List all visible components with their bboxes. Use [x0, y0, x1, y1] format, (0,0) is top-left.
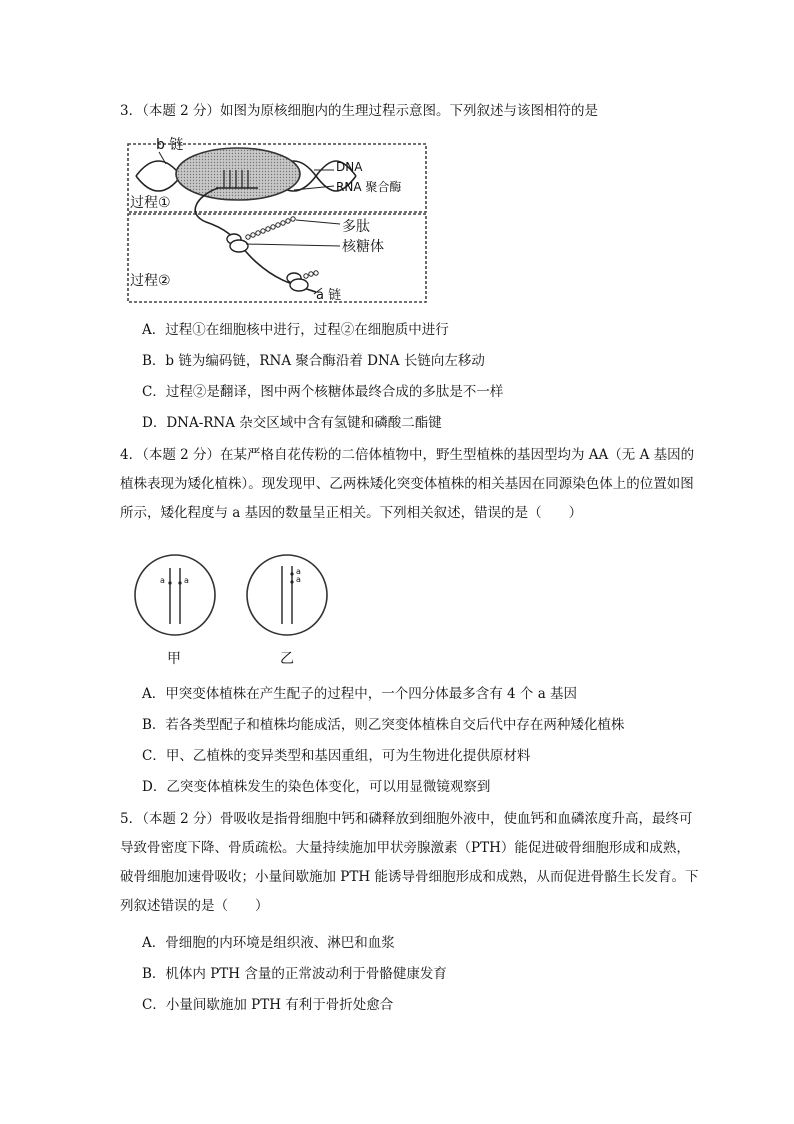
question-5-option-b: B．机体内 PTH 含量的正常波动利于骨骼健康发育 [142, 966, 447, 982]
chromosome-diagram [130, 550, 340, 640]
label-rna-polymerase: RNA 聚合酶 [336, 180, 402, 194]
question-3-option-a: A．过程①在细胞核中进行，过程②在细胞质中进行 [142, 322, 449, 338]
label-ribosome: 核糖体 [342, 239, 384, 255]
label-a-chain: a 链 [316, 288, 342, 303]
question-4-option-c: C．甲、乙植株的变异类型和基因重组，可为生物进化提供原材料 [142, 748, 531, 764]
question-5-option-a: A．骨细胞的内环境是组织液、淋巴和血浆 [142, 935, 395, 951]
label-jia: 甲 [167, 651, 181, 667]
label-peptide: 多肽 [342, 219, 370, 235]
question-3-option-c: C．过程②是翻译，图中两个核糖体最终合成的多肽是不一样 [142, 384, 504, 400]
question-4-stem: 4．（本题 2 分）在某严格自花传粉的二倍体植物中，野生型植株的基因型均为 AA（无 A 基因的植株表现为矮化植株）。现发现甲、乙两株矮化突变体植株的相关基因在同源染色体上的位置如图所示，矮化程度与 a 基因的数量呈正相关。下列相关叙述，错误的是（ ） [120, 447, 695, 521]
gene-label-jia-left: a [160, 576, 165, 585]
label-dna: DNA [336, 160, 363, 174]
transcription-diagram [126, 134, 432, 306]
question-3-option-b: B．b 链为编码链，RNA 聚合酶沿着 DNA 长链向左移动 [142, 353, 485, 369]
question-4-option-d: D．乙突变体植株发生的染色体变化，可以用显微镜观察到 [142, 779, 491, 795]
gene-label-yi-2: a [296, 575, 301, 584]
question-4-option-a: A．甲突变体植株在产生配子的过程中，一个四分体最多含有 4 个 a 基因 [142, 686, 578, 702]
question-3-option-d: D．DNA-RNA 杂交区域中含有氢键和磷酸二酯键 [142, 415, 442, 431]
label-yi: 乙 [280, 651, 294, 667]
question-5-option-c: C．小量间歇施加 PTH 有利于骨折处愈合 [142, 997, 394, 1013]
question-3-stem: 3．（本题 2 分）如图为原核细胞内的生理过程示意图。下列叙述与该图相符的是 [120, 103, 599, 119]
gene-label-yi-1: a [296, 567, 301, 576]
question-4-option-b: B．若各类型配子和植株均能成活，则乙突变体植株自交后代中存在两种矮化植株 [142, 717, 625, 733]
figure-chromosomes [130, 550, 340, 670]
gene-label-jia-right: a [184, 576, 189, 585]
label-process-1: 过程① [130, 195, 171, 211]
label-b-chain: b 链 [156, 137, 184, 153]
label-process-2: 过程② [130, 273, 171, 289]
question-5-stem: 5．（本题 2 分）骨吸收是指骨细胞中钙和磷释放到细胞外液中，使血钙和血磷浓度升高，最终可导致骨密度下降、骨质疏松。大量持续施加甲状旁腺激素（PTH）能促进破骨细胞形成和成熟，破骨细胞加速骨吸收；小量间歇施加 PTH 能诱导骨细胞形成和成熟，从而促进骨骼生长发育。下列叙述错误的是（ ） [120, 811, 699, 914]
figure-transcription-translation [126, 134, 432, 306]
